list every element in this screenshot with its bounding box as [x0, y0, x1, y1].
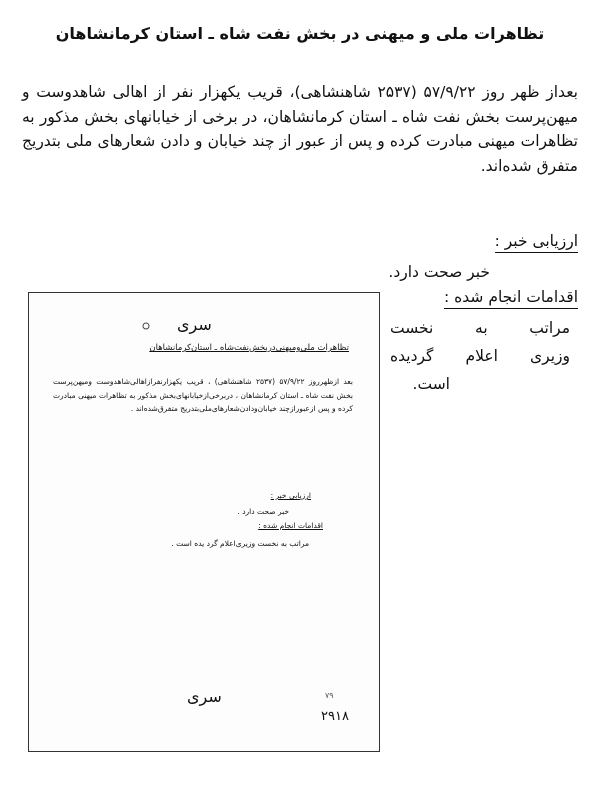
- page-title: تظاهرات ملی و میهنی در بخش نفت شاه ـ استان کرمانشاهان: [55, 24, 545, 43]
- scanned-document: [28, 292, 380, 752]
- scan-title: تظاهرات ملی‌ومیهنی‌در‌بخش‌نفت‌شاه ـ استان‌کرمانشاهان: [149, 343, 349, 353]
- actions-line-3: است.: [412, 375, 450, 393]
- scan-page-number: ۲۹۱۸: [321, 709, 349, 724]
- scan-body: بعد از‌ظهرروز ۵۷/۹/۲۲ (۲۵۳۷ شاهنشاهی) ، قریب یکهزارنفراز‌اهالی‌شاهدوست ومیهن‌پرست بخش نفت شاه ـ استان کرمانشاهان ، در‌برخی‌ازخیابانهای‌بخش مذکور به تظاهرات میهنی مبادرت کرده و پس ازعبورازچند خیابان‌و‌دادن‌شعارهای‌ملی‌بتدریج متفرق‌شده‌اند .: [53, 377, 354, 413]
- scan-eval-label: ارزیابی خبر :: [270, 491, 311, 500]
- actions-line-2: وزیری اعلام گردیده: [390, 347, 570, 365]
- scan-secret-top: سری: [177, 315, 212, 334]
- report-paragraph: بعداز ظهر روز ۵۷/۹/۲۲ (۲۵۳۷ شاهنشاهی)، قریب یکهزار نفر از اهالی شاهدوست و میهن‌پرست بخش نفت شاه ـ استان کرمانشاهان، در برخی از خیابانهای بخش مذکور به تظاهرات میهنی مبادرت کرده و پس از عبور از چند خیابان و دادن شعارهای ملی بتدریج متفرق شده‌اند.: [22, 83, 578, 175]
- actions-line-1: مراتب به نخست: [390, 319, 570, 337]
- actions-label: اقدامات انجام شده :: [444, 288, 578, 309]
- scan-eval-value: خبر صحت دارد .: [237, 507, 289, 516]
- scan-actions-value: مراتب به نخست وزیری‌اعلام گرد یده است .: [171, 539, 309, 548]
- scan-small-number: ۷۹: [325, 691, 334, 700]
- scan-actions-label: اقدامات انجام شده :: [258, 521, 323, 530]
- scan-mark-icon: [141, 321, 151, 331]
- scan-secret-bottom: سری: [187, 687, 222, 706]
- evaluation-value: خبر صحت دارد.: [388, 263, 490, 281]
- evaluation-label: ارزیابی خبر :: [495, 232, 578, 253]
